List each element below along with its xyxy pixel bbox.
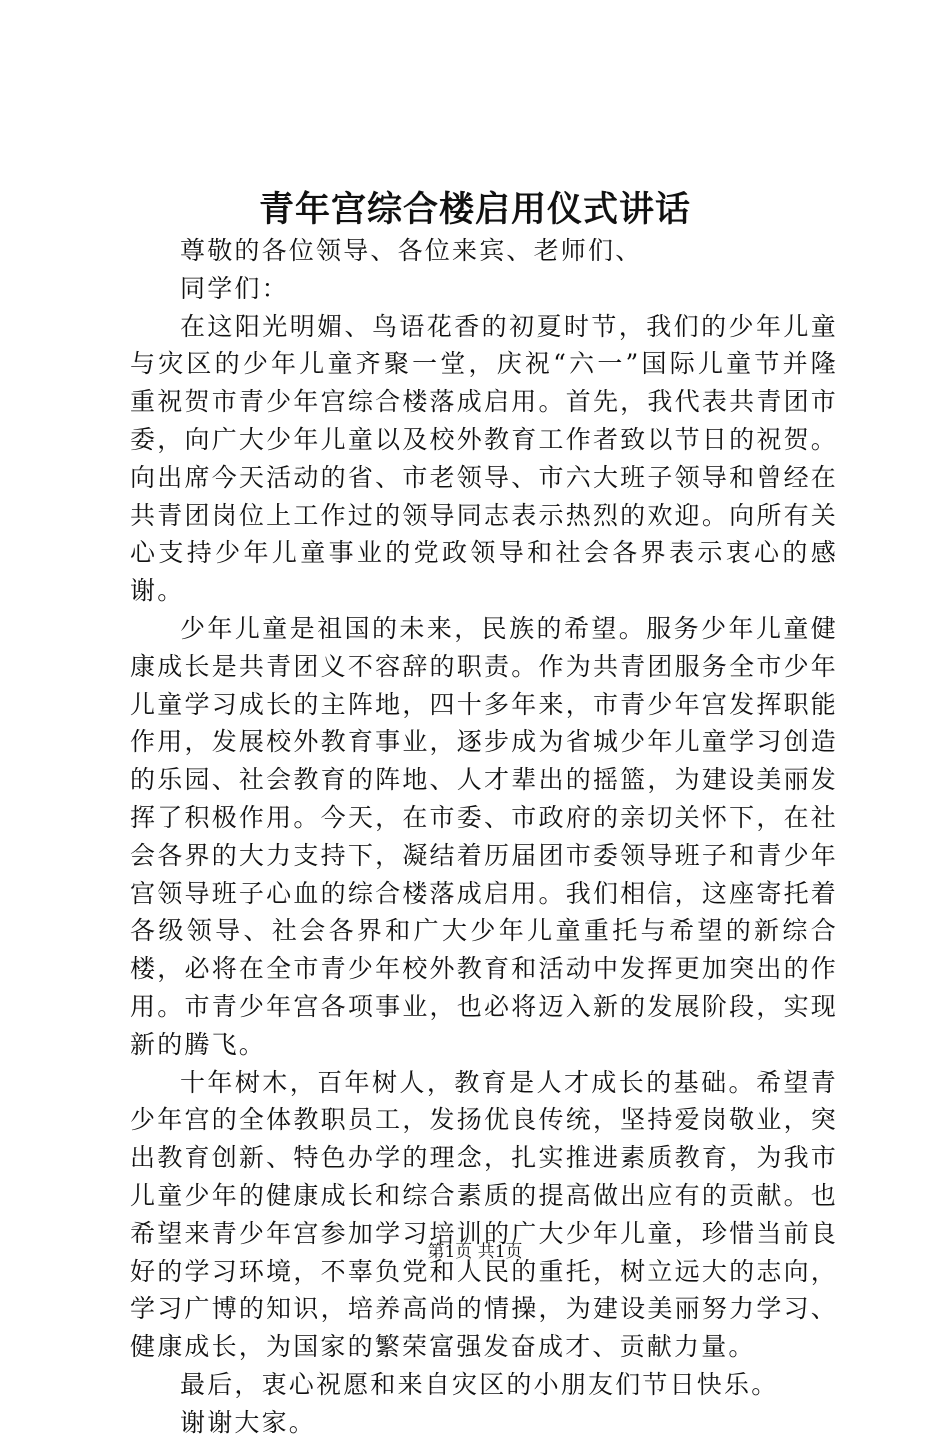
closing-paragraph: 最后，衷心祝愿和来自灾区的小朋友们节日快乐。 xyxy=(180,1369,779,1399)
closing-thanks: 谢谢大家。 xyxy=(180,1407,317,1437)
body-paragraph: 少年儿童是祖国的未来，民族的希望。服务少年儿童健康成长是共青团义不容辞的职责。作为共青团服务全市少年儿童学习成长的主阵地，四十多年来，市青少年宫发挥职能作用，发展校外教育事业，逐步成为省城少年儿童学习创造的乐园、社会教育的阵地、人才辈出的摇篮，为建设美丽发挥了积极作用。今天，在市委、市政府的亲切关怀下，在社会各界的大力支持下，凝结着历届团市委领导班子和青少年宫领导班子心血的综合楼落成启用。我们相信，这座寄托着各级领导、社会各界和广大少年儿童重托与希望的新综合楼，必将在全市青少年校外教育和活动中发挥更加突出的作用。市青少年宫各项事业，也必将迈入新的发展阶段，实现新的腾飞。 xyxy=(130,613,838,1059)
page-number-footer: 第1页 共1页 xyxy=(427,1242,523,1262)
body-paragraph: 十年树木，百年树人，教育是人才成长的基础。希望青少年宫的全体教职员工，发扬优良传统，坚持爱岗敬业，突出教育创新、特色办学的理念，扎实推进素质教育，为我市儿童少年的健康成长和综合素质的提高做出应有的贡献。也希望来青少年宫参加学习培训的广大少年儿童，珍惜当前良好的学习环境，不辜负党和人民的重托，树立远大的志向，学习广博的知识，培养高尚的情操，为建设美丽努力学习、健康成长，为国家的繁荣富强发奋成才、贡献力量。 xyxy=(130,1067,838,1362)
greeting-line: 尊敬的各位领导、各位来宾、老师们、 xyxy=(180,236,643,265)
body-paragraph: 在这阳光明媚、鸟语花香的初夏时节，我们的少年儿童与灾区的少年儿童齐聚一堂，庆祝“六一”国际儿童节并隆重祝贺市青少年宫综合楼落成启用。首先，我代表共青团市委，向广大少年儿童以及校外教育工作者致以节日的祝贺。向出席今天活动的省、市老领导、市六大班子领导和曾经在共青团岗位上工作过的领导同志表示热烈的欢迎。向所有关心支持少年儿童事业的党政领导和社会各界表示衷心的感谢。 xyxy=(130,311,838,606)
document-title: 青年宫综合楼启用仪式讲话 xyxy=(258,189,691,230)
greeting-line: 同学们： xyxy=(180,273,289,303)
